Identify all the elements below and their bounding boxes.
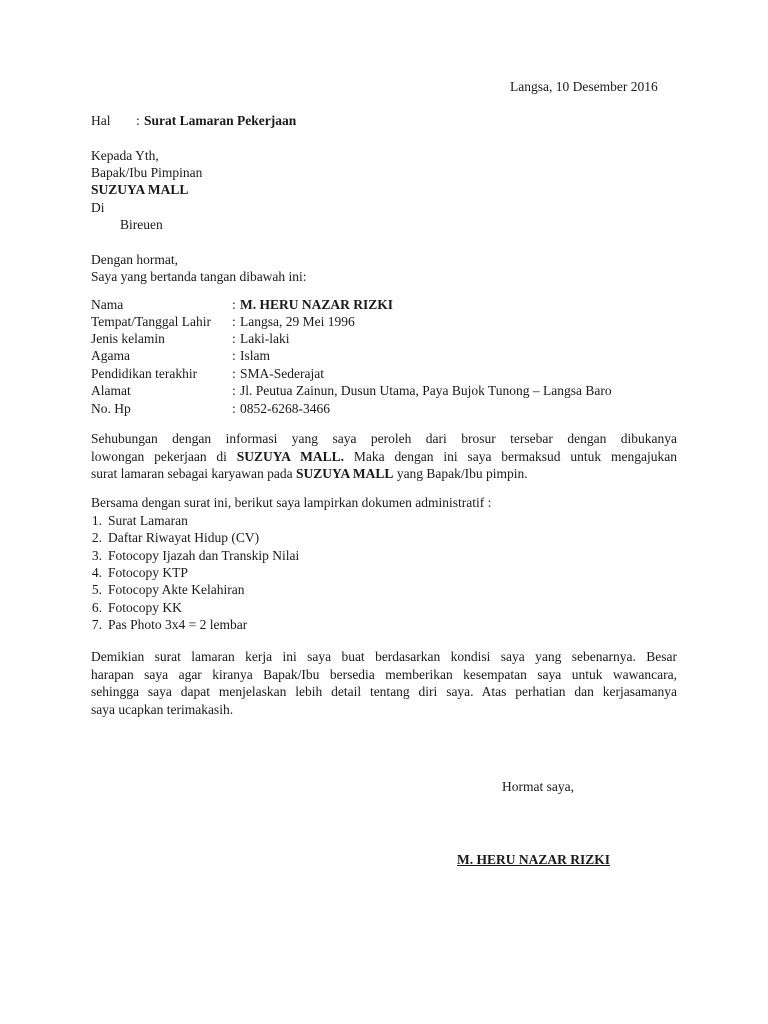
list-item: Fotocopy KK: [108, 600, 182, 615]
list-item: Surat Lamaran: [108, 513, 188, 528]
body-paragraph-2: [91, 648, 677, 718]
list-item: Fotocopy Akte Kelahiran: [108, 582, 245, 597]
field-colon: :: [232, 331, 236, 346]
field-label: Nama: [91, 297, 124, 312]
field-value-gender: Laki-laki: [240, 331, 290, 346]
field-label: Alamat: [91, 383, 131, 398]
field-value-phone: 0852-6268-3466: [240, 401, 330, 416]
field-value-birth: Langsa, 29 Mei 1996: [240, 314, 355, 329]
intro-text: Saya yang bertanda tangan dibawah ini:: [91, 269, 307, 284]
list-item: Daftar Riwayat Hidup (CV): [108, 530, 260, 545]
paragraph-text: Maka dengan ini saya bermaksud untuk mengajukan: [344, 448, 677, 464]
greeting: Dengan hormat,: [91, 252, 178, 267]
closing-text: Hormat saya,: [502, 779, 574, 794]
field-label: Jenis kelamin: [91, 331, 165, 346]
paragraph-line: saya ucapkan terimakasih.: [91, 701, 234, 717]
list-item: Pas Photo 3x4 = 2 lembar: [108, 617, 248, 632]
company-name-bold: SUZUYA MALL: [296, 466, 394, 481]
field-colon: :: [232, 314, 236, 329]
paragraph-line: sehingga saya dapat menjelaskan lebih detail tentang diri saya. Atas perhatian dan kerjasamanya: [91, 684, 677, 699]
paragraph-line: Sehubungan dengan informasi yang saya peroleh dari brosur tersebar dengan dibukanya: [91, 431, 677, 446]
attachments-intro: Bersama dengan surat ini, berikut saya lampirkan dokumen administratif :: [91, 495, 492, 510]
list-item-number: 1.: [91, 513, 102, 528]
field-colon: :: [232, 297, 236, 312]
paragraph-line: Demikian surat lamaran kerja ini saya buat berdasarkan kondisi saya yang sebenarnya. Besar: [91, 649, 677, 664]
list-item: Fotocopy KTP: [108, 565, 188, 580]
list-item-number: 6.: [91, 600, 102, 615]
field-colon: :: [232, 348, 236, 363]
subject-value: Surat Lamaran Pekerjaan: [144, 113, 297, 128]
subject-colon: :: [136, 113, 140, 128]
paragraph-line: harapan saya agar kiranya Bapak/Ibu bersedia memberikan kesempatan saya untuk wawancara,: [91, 666, 677, 682]
list-item-number: 4.: [91, 565, 102, 580]
field-label: Pendidikan terakhir: [91, 366, 198, 381]
list-item-number: 2.: [91, 530, 102, 545]
signature-name: M. HERU NAZAR RIZKI: [457, 852, 611, 867]
field-colon: :: [232, 366, 236, 381]
recipient-company: SUZUYA MALL: [91, 182, 189, 197]
list-item-number: 3.: [91, 548, 102, 563]
company-name-bold: SUZUYA MALL.: [236, 448, 345, 464]
paragraph-text: surat lamaran sebagai karyawan pada: [91, 466, 297, 481]
field-label: Tempat/Tanggal Lahir: [91, 314, 211, 329]
paragraph-text: yang Bapak/Ibu pimpin.: [393, 466, 528, 481]
list-item-number: 5.: [91, 582, 102, 597]
paragraph-line: [91, 448, 677, 466]
field-value-name: M. HERU NAZAR RIZKI: [240, 297, 394, 312]
field-value-education: SMA-Sederajat: [240, 366, 324, 381]
field-label: No. Hp: [91, 401, 131, 416]
list-item-number: 7.: [91, 617, 102, 632]
subject-label: Hal: [91, 113, 111, 128]
paragraph-line: [91, 465, 677, 483]
recipient-di: Di: [91, 200, 105, 215]
letter-date: Langsa, 10 Desember 2016: [510, 79, 658, 94]
field-value-address: Jl. Peutua Zainun, Dusun Utama, Paya Bujok Tunong – Langsa Baro: [240, 383, 612, 398]
recipient-salutation: Kepada Yth,: [91, 148, 159, 163]
field-label: Agama: [91, 348, 130, 363]
body-paragraph-1: [91, 430, 677, 483]
paragraph-text: lowongan pekerjaan di: [91, 448, 237, 464]
recipient-title: Bapak/Ibu Pimpinan: [91, 165, 203, 180]
field-value-religion: Islam: [240, 348, 270, 363]
field-colon: :: [232, 401, 236, 416]
recipient-city: Bireuen: [120, 217, 163, 232]
field-colon: :: [232, 383, 236, 398]
list-item: Fotocopy Ijazah dan Transkip Nilai: [108, 548, 300, 563]
